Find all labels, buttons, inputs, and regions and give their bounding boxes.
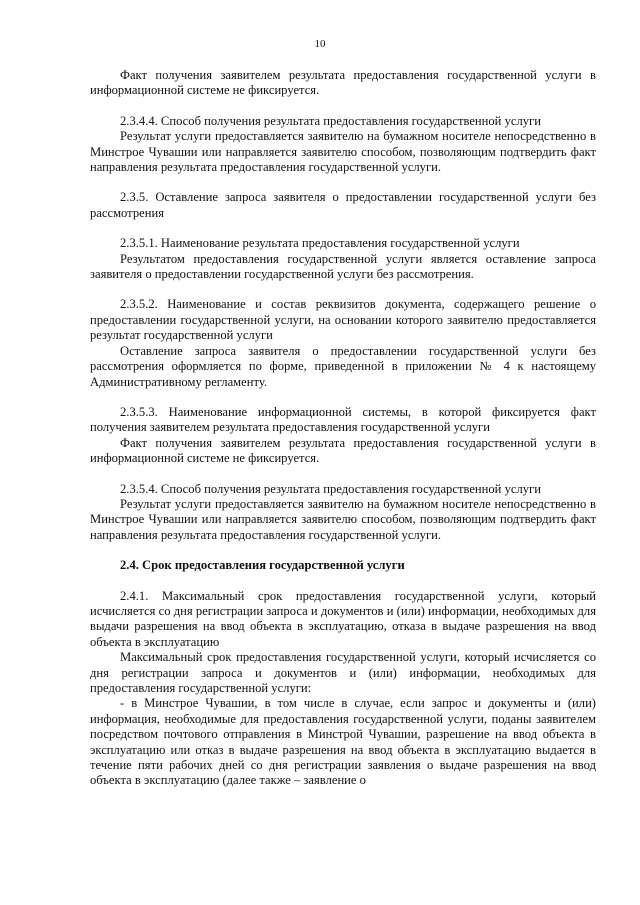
section-title: 2.3.5.2. Наименование и состав реквизитов документа, содержащего решение о предоставлении государственной услуги, на основании которого заявителю предоставляется результат государственной услуги: [90, 297, 596, 343]
paragraph: 2.4.1. Максимальный срок предоставления государственной услуги, который исчисляется со дня регистрации запроса и документов и (или) информации, необходимых для выдачи разрешения на ввод объекта в эксплуатацию, отказа в выдаче разрешения на ввод объекта в эксплуатацию: [90, 588, 596, 649]
paragraph: Факт получения заявителем результата предоставления государственной услуги в информационной системе не фиксируется.: [90, 68, 596, 98]
section-title: 2.3.5.3. Наименование информационной системы, в которой фиксируется факт получения заявителем результата предоставления государственной услуги: [90, 404, 596, 435]
paragraph: Оставление запроса заявителя о предоставлении государственной услуги без рассмотрения оформляется по форме, приведенной в приложении № 4 к настоящему Административному регламенту.: [90, 343, 596, 389]
paragraph: Результатом предоставления государственной услуги является оставление запроса заявителя о предоставлении государственной услуги без рассмотрения.: [90, 251, 596, 282]
section-title: 2.3.5.1. Наименование результата предоставления государственной услуги: [120, 236, 520, 251]
document-body: [90, 68, 596, 789]
paragraph: Максимальный срок предоставления государственной услуги, который исчисляется со дня регистрации запроса и документов и (или) информации, необходимых для предоставления государственной услуги:: [90, 650, 596, 695]
page-number: 10: [314, 38, 326, 50]
paragraph: - в Минстрое Чувашии, в том числе в случае, если запрос и документы и (или) информация, необходимые для предоставления государственной услуги, поданы заявителем посредством почтового отправления в Минстрой Чувашии, разрешение на ввод объекта в эксплуатацию или отказ в выдаче разрешения на ввод объекта в эксплуатацию выдается в течение пяти рабочих дней со дня регистрации заявления о выдаче разрешения на ввод объекта в эксплуатацию (далее также – заявление о: [90, 696, 596, 788]
paragraph: Факт получения заявителем результата предоставления государственной услуги в информационной системе не фиксируется.: [90, 435, 596, 466]
section-heading: 2.4. Срок предоставления государственной услуги: [120, 558, 405, 573]
section-title: 2.3.5.4. Способ получения результата предоставления государственной услуги: [120, 481, 541, 496]
section-title: 2.3.4.4. Способ получения результата предоставления государственной услуги: [120, 113, 541, 128]
paragraph: Результат услуги предоставляется заявителю на бумажном носителе непосредственно в Минстрое Чувашии или направляется заявителю способом, позволяющим подтвердить факт направления результата предоставления государственной услуги.: [90, 129, 596, 175]
paragraph: Результат услуги предоставляется заявителю на бумажном носителе непосредственно в Минстрое Чувашии или направляется заявителю способом, позволяющим подтвердить факт направления результата предоставления государственной услуги.: [90, 496, 596, 542]
section-title: 2.3.5. Оставление запроса заявителя о предоставлении государственной услуги без рассмотрения: [90, 190, 596, 220]
